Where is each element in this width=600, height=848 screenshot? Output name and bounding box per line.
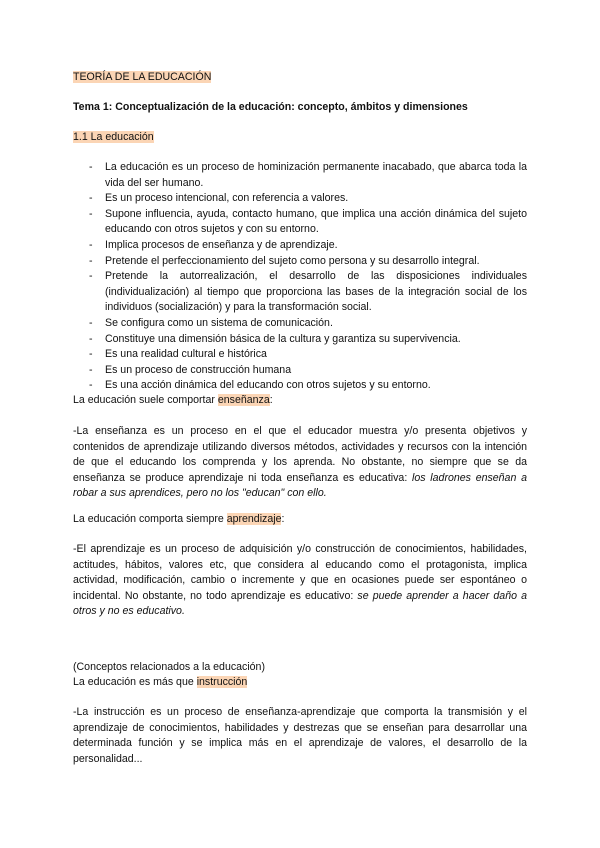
- list-item: [89, 347, 527, 363]
- bullet-dash: -: [89, 363, 93, 376]
- list-item: [89, 363, 527, 379]
- list-item: [89, 316, 527, 332]
- aprendizaje-intro-prefix: La educación comporta siempre: [73, 513, 227, 525]
- list-item-text: Es una realidad cultural e histórica: [105, 348, 267, 361]
- list-item-text: Supone influencia, ayuda, contacto humano, que implica una acción dinámica del sujeto educando con otros sujetos y con su entorno.: [105, 207, 527, 236]
- list-item-text: Es un proceso intencional, con referencia a valores.: [105, 192, 349, 205]
- bullet-dash: -: [89, 254, 93, 267]
- section-title-text: 1.1 La educación: [73, 131, 154, 143]
- list-item: [89, 207, 527, 238]
- ensenanza-intro-suffix: :: [269, 394, 273, 406]
- list-item: [89, 238, 527, 254]
- bullet-dash: -: [89, 348, 93, 361]
- ensenanza-term: enseñanza: [217, 394, 270, 406]
- section-title: [73, 130, 527, 146]
- ensenanza-paragraph: [73, 424, 527, 502]
- list-item: [89, 160, 527, 191]
- list-item-text: Se configura como un sistema de comunicación.: [105, 316, 333, 329]
- bullet-dash: -: [89, 332, 93, 345]
- list-item-text: Pretende la autorrealización, el desarrollo de las disposiciones individuales (individualización) al tiempo que proporciona las bases de la integración social de los individuos (socialización) y para la transformación social.: [105, 270, 527, 314]
- instruccion-paragraph: -La instrucción es un proceso de enseñanza-aprendizaje que comporta la transmisión y el aprendizaje de conocimientos, habilidades y destrezas que se enseñan para desarrollar una determinada función y se implica más en el aprendizaje de valores, el desarrollo de la personalidad...: [73, 706, 527, 765]
- characteristics-list: [89, 160, 527, 394]
- list-item-text: Constituye una dimensión básica de la cultura y garantiza su supervivencia.: [105, 332, 461, 345]
- bullet-dash: -: [89, 238, 93, 251]
- bullet-dash: -: [89, 316, 93, 329]
- bullet-dash: -: [89, 270, 93, 283]
- related-heading: (Conceptos relacionados a la educación): [73, 661, 265, 673]
- list-item-text: Pretende el perfeccionamiento del sujeto como persona y su desarrollo integral.: [105, 254, 480, 267]
- list-item-text: Implica procesos de enseñanza y de aprendizaje.: [105, 238, 338, 251]
- ensenanza-intro-prefix: La educación suele comportar: [73, 394, 218, 406]
- bullet-dash: -: [89, 192, 93, 205]
- aprendizaje-example: se puede aprender a hacer daño a otros y no es educativo.: [73, 589, 527, 618]
- list-item-text: La educación es un proceso de hominización permanente inacabado, que abarca toda la vida del ser humano.: [105, 161, 527, 189]
- list-item: [89, 254, 527, 270]
- list-item: [89, 269, 527, 316]
- topic-title: Tema 1: Conceptualización de la educación: concepto, ámbitos y dimensiones: [73, 101, 468, 113]
- list-item: [89, 378, 527, 394]
- list-item: [89, 332, 527, 348]
- ensenanza-body: -La enseñanza es un proceso en el que el educador muestra y/o presenta objetivos y contenidos de aprendizaje utilizando diversos métodos, actividades y recursos con la intención de que el educando los comprenda y los aprenda. No obstante, no siempre que se da enseñanza se produce aprendizaje ni toda enseñanza es educativa:: [73, 425, 527, 484]
- course-title: [73, 70, 527, 86]
- list-item: [89, 191, 527, 207]
- bullet-dash: -: [89, 379, 93, 392]
- list-item-text: Es un proceso de construcción humana: [105, 363, 292, 376]
- aprendizaje-intro: [73, 512, 527, 528]
- list-item-text: Es una acción dinámica del educando con otros sujetos y su entorno.: [105, 379, 431, 392]
- ensenanza-intro: [73, 393, 527, 409]
- ensenanza-example: los ladrones enseñan a robar a sus aprendices, pero no los "educan" con ello.: [73, 471, 527, 500]
- aprendizaje-intro-suffix: :: [281, 513, 285, 525]
- aprendizaje-term: aprendizaje: [226, 513, 282, 525]
- instruccion-intro: [73, 675, 527, 691]
- aprendizaje-paragraph: [73, 542, 527, 620]
- bullet-dash: -: [89, 161, 93, 173]
- aprendizaje-body: -El aprendizaje es un proceso de adquisición y/o construcción de conocimientos, habilidades, actitudes, hábitos, valores etc, que considera al educando como el protagonista, implica actividad, modificación, cambio o incremente y que en ocasiones puede ser espontáneo o incidental. No obstante, no todo aprendizaje es educativo:: [73, 543, 527, 602]
- bullet-dash: -: [89, 207, 93, 220]
- instruccion-term: instrucción: [196, 676, 248, 688]
- instruccion-intro-prefix: La educación es más que: [73, 676, 197, 688]
- course-title-text: TEORÍA DE LA EDUCACIÓN: [73, 71, 212, 83]
